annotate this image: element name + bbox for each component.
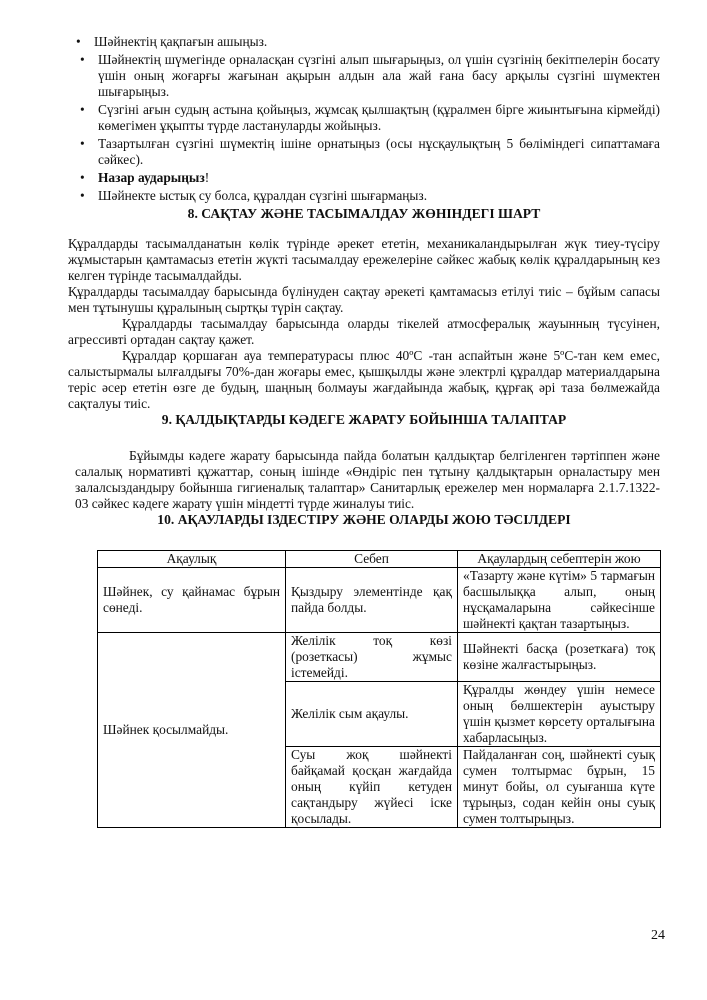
paragraph: Бұйымды кәдеге жарату барысында пайда болатын қалдықтар белгіленген тәртіппен және салалық нормативті құжаттар, соның ішінде «Өндіріс пен тұтыну қалдықтарын орналастыру мен залалсыздандыру бойынша гигиеналық талаптар» Санитарлық ережелер мен нормаларға 2.1.7.1322-03 сәйкес кәдеге жарату үшін міндетті түрде жиналуы тиіс. bbox=[75, 448, 660, 511]
paragraph: Құралдарды тасымалданатын көлік түрінде әрекет ететін, механикаландырылған жүк тиеу-түсіру жұмыстарын қамтамасыз ететін жүкті тасымалдау ережелеріне сәйкес жабық көлік құралдарының кез келген түрінде тасымалдайды. bbox=[68, 236, 660, 283]
bullet-icon: • bbox=[80, 136, 85, 151]
bullet-icon: • bbox=[76, 34, 81, 49]
cause-cell: Қыздыру элементінде қақ пайда болды. bbox=[286, 568, 458, 633]
column-header-remedy: Ақаулардың себептерін жою bbox=[458, 551, 661, 568]
remedy-cell: Құралды жөндеу үшін немесе оның бөлшектерін ауыстыру үшін қызмет көрсету орталығына хабарласыңыз. bbox=[458, 682, 661, 747]
troubleshooting-table bbox=[97, 550, 661, 828]
bullet-icon: • bbox=[80, 188, 85, 203]
bullet-icon: • bbox=[80, 102, 85, 117]
warning-label: Назар аударыңыз bbox=[98, 170, 205, 185]
fault-cell: Шәйнек қосылмайды. bbox=[98, 633, 286, 828]
section-9-body bbox=[68, 448, 660, 512]
bullet-icon: • bbox=[80, 52, 85, 67]
bullet-icon: • bbox=[80, 170, 85, 185]
list-item: • Сүзгіні ағын судың астына қойыңыз, жұмсақ қылшақтың (құралмен бірге жиынтығына кірмейді) көмегімен ұқыпты түрде ластануларды жойыңыз. bbox=[80, 102, 660, 133]
cause-cell: Суы жоқ шәйнекті байқамай қосқан жағдайда оның күйіп кетуден сақтандыру жүйесі іске қосылады. bbox=[286, 747, 458, 828]
section-8-body bbox=[68, 236, 660, 412]
section-10-heading: 10. АҚАУЛАРДЫ ІЗДЕСТІРУ ЖӘНЕ ОЛАРДЫ ЖОЮ ТӘСІЛДЕРІ bbox=[157, 512, 571, 527]
table-row bbox=[98, 633, 661, 682]
page-number: 24 bbox=[651, 928, 665, 943]
fault-cell: Шәйнек, су қайнамас бұрын сөнеді. bbox=[98, 568, 286, 633]
section-8-heading: 8. САҚТАУ ЖӘНЕ ТАСЫМАЛДАУ ЖӨНІНДЕГІ ШАРТ bbox=[187, 206, 541, 221]
section-9-heading: 9. ҚАЛДЫҚТАРДЫ КӘДЕГЕ ЖАРАТУ БОЙЫНША ТАЛАПТАР bbox=[161, 412, 567, 427]
cleaning-instructions-list bbox=[68, 34, 660, 204]
paragraph: Құралдарды тасымалдау барысында оларды тікелей атмосфералық жауынның түсуінен, агрессивті ортадан сақтау қажет. bbox=[68, 316, 660, 347]
remedy-cell: Шәйнекті басқа (розеткаға) тоқ көзіне жалғастырыңыз. bbox=[458, 633, 661, 682]
list-item: • Шәйнекте ыстық су болса, құралдан сүзгіні шығармаңыз. bbox=[80, 188, 428, 203]
list-item: • Назар аударыңыз! bbox=[80, 170, 210, 185]
list-item: • Тазартылған сүзгіні шүмектің ішіне орнатыңыз (осы нұсқаулықтың 5 бөліміндегі сипаттамаға сәйкес). bbox=[80, 136, 660, 167]
table-row bbox=[98, 568, 661, 633]
cause-cell: Желілік тоқ көзі (розеткасы) жұмыс істемейді. bbox=[286, 633, 458, 682]
list-item: • Шәйнектің шүмегінде орналасқан сүзгіні алып шығарыңыз, ол үшін сүзгінің бекітпелерін босату үшін оның жоғарғы жағынан ақырын алдын ала жай ғана басу арқылы сүзгіні шүмектен шығарыңыз. bbox=[80, 52, 660, 99]
column-header-fault: Ақаулық bbox=[98, 551, 286, 568]
paragraph: Құралдар қоршаған ауа температурасы плюс 40ºС -тан аспайтын және 5ºС-тан кем емес, салыстырмалы ылғалдығы 70%-дан жоғары емес, қышқылды және электрлі құралдар материалдарына теріс әсер ететін өзге де будың, шаңның болмауы жағдайында жабық, құрғақ әрі таза бөлмежайда сақталуы тиіс. bbox=[68, 348, 660, 411]
table-header-row bbox=[98, 551, 661, 568]
column-header-cause: Себеп bbox=[286, 551, 458, 568]
paragraph: Құралдарды тасымалдау барысында бүлінуден сақтау әрекеті қамтамасыз етілуі тиіс – бұйым сапасы мен тұтынушы құралының сыртқы түрін сақтау. bbox=[68, 284, 660, 315]
cause-cell: Желілік сым ақаулы. bbox=[286, 682, 458, 747]
document-page bbox=[68, 34, 660, 828]
remedy-cell: «Тазарту және күтім» 5 тармағын басшылыққа алып, оның нұсқамаларына сәйкесінше шәйнекті қақтан тазартыңыз. bbox=[458, 568, 661, 633]
remedy-cell: Пайдаланған соң, шәйнекті суық сумен толтырмас бұрын, 15 минут бойы, ол суығанша күте тұрыңыз, содан кейін оны суық сумен толтырыңыз. bbox=[458, 747, 661, 828]
list-item: • Шәйнектің қақпағын ашыңыз. bbox=[76, 34, 268, 49]
